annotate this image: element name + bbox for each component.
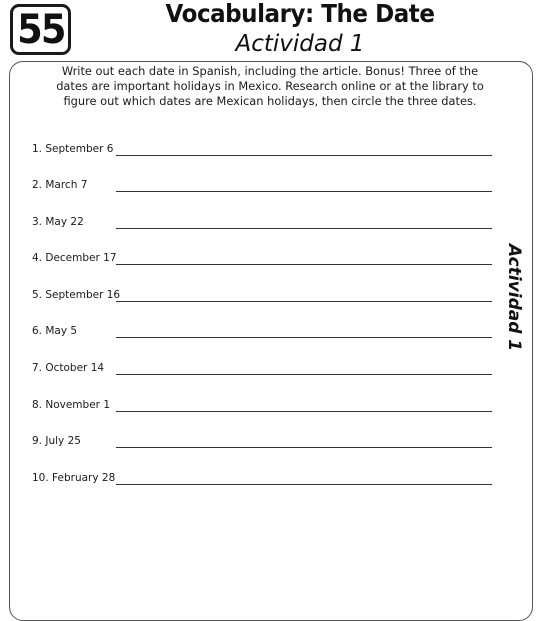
worksheet-item-8: [32, 396, 492, 412]
worksheet-item-6: [32, 322, 492, 338]
worksheet-item-2: [32, 176, 492, 192]
answer-line[interactable]: [116, 155, 492, 156]
answer-line[interactable]: [116, 411, 492, 412]
worksheet-item-7: [32, 359, 492, 375]
item-prompt: 1. September 6: [32, 143, 114, 155]
page-number-badge: [10, 4, 71, 55]
page-number: 55: [16, 6, 65, 53]
item-prompt: 10. February 28: [32, 472, 116, 484]
answer-line[interactable]: [116, 337, 492, 338]
page-subtitle: Actividad 1: [235, 31, 365, 57]
answer-line[interactable]: [116, 264, 492, 265]
worksheet-item-10: [32, 469, 492, 485]
worksheet-item-9: [32, 432, 492, 448]
worksheet-item-4: [32, 249, 492, 265]
answer-line[interactable]: [116, 228, 492, 229]
worksheet-item-5: [32, 286, 492, 302]
worksheet-item-3: [32, 213, 492, 229]
page-title: Vocabulary: The Date: [165, 0, 435, 28]
item-prompt: 4. December 17: [32, 252, 117, 264]
worksheet-item-1: [32, 140, 492, 156]
answer-line[interactable]: [116, 484, 492, 485]
answer-line[interactable]: [116, 374, 492, 375]
answer-line[interactable]: [116, 191, 492, 192]
instructions-text: Write out each date in Spanish, including the article. Bonus! Three of the dates are important holidays in Mexico. Research online or at the library to figure out which dates are Mexican holidays, then circle the three dates.: [56, 64, 484, 108]
item-prompt: 3. May 22: [32, 216, 84, 228]
item-prompt: 5. September 16: [32, 289, 121, 301]
item-prompt: 7. October 14: [32, 362, 105, 374]
side-tab-label: [494, 244, 534, 352]
answer-line[interactable]: [116, 301, 492, 302]
item-prompt: 2. March 7: [32, 179, 88, 191]
answer-line[interactable]: [116, 447, 492, 448]
item-prompt: 6. May 5: [32, 325, 78, 337]
item-prompt: 8. November 1: [32, 399, 110, 411]
item-prompt: 9. July 25: [32, 435, 81, 447]
side-tab-text: Actividad 1: [504, 244, 524, 352]
